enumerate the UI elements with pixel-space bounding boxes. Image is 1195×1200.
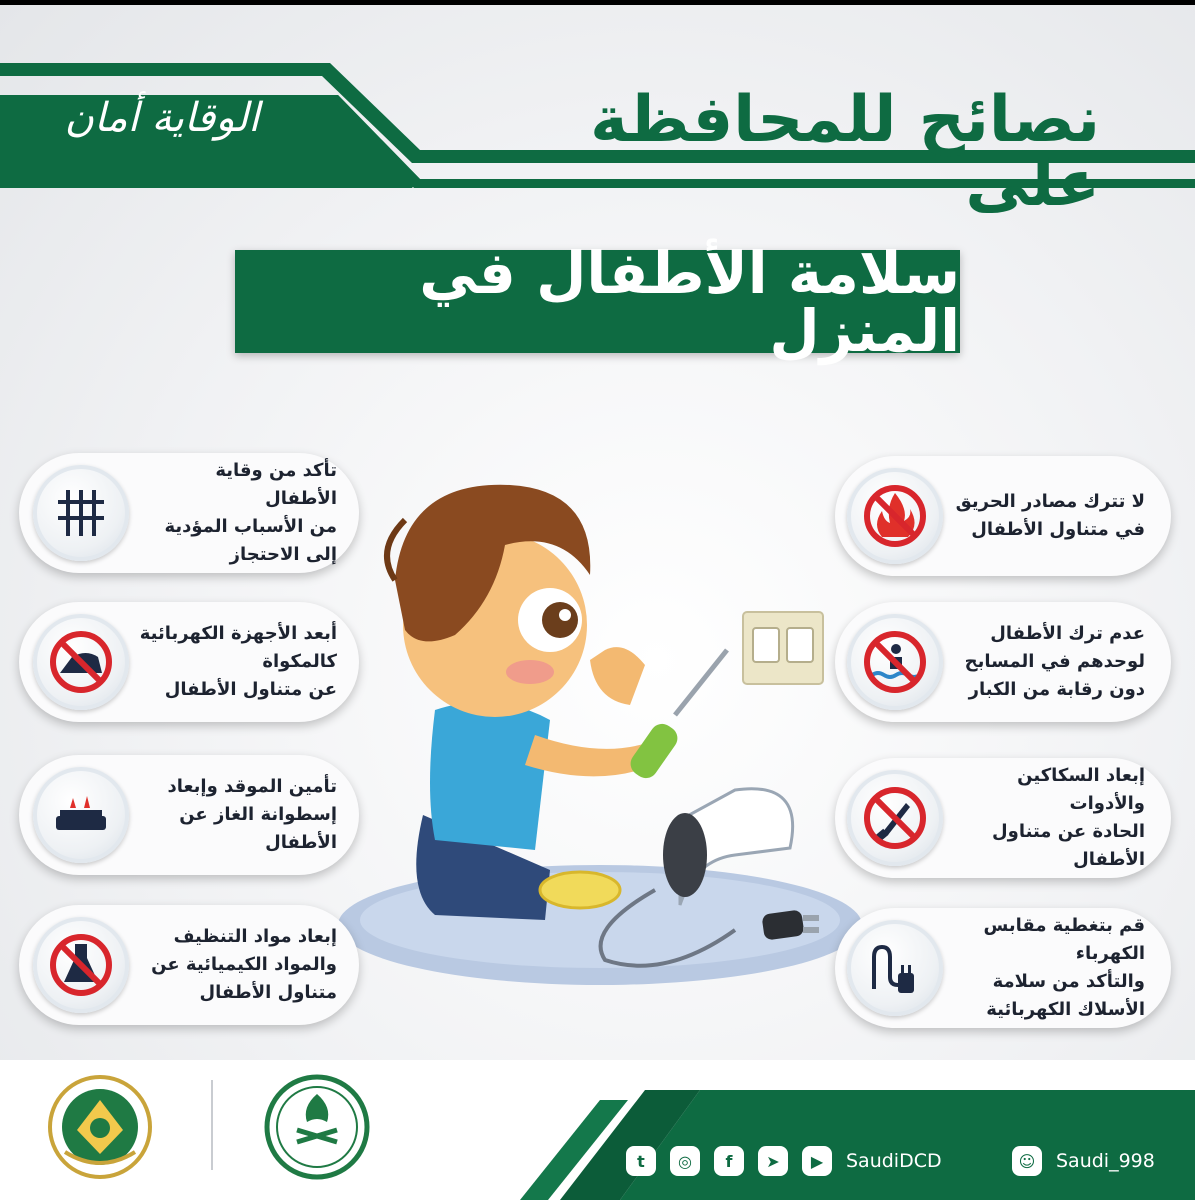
tip-text [139,602,337,722]
instagram-icon[interactable]: ◎ [670,1146,700,1176]
snapchat-icon[interactable]: ☺ [1012,1146,1042,1176]
youtube-icon[interactable]: ▶ [802,1146,832,1176]
facebook-icon[interactable]: f [714,1146,744,1176]
ministry-emblem-logo [262,1072,372,1182]
footer-band [0,1060,1195,1200]
tip-line: تأكد من وقاية الأطفال [215,460,337,510]
no-chemicals-icon [33,917,129,1013]
tip-line: قم بتغطية مقابس الكهرباء [983,915,1145,965]
tip-card-pool [835,602,1171,722]
social-handle-main[interactable]: SaudiDCD [846,1149,942,1172]
footer-divider [211,1080,213,1170]
no-iron-icon [33,614,129,710]
no-fire-icon [847,468,943,564]
tip-line: لوحدهم في المسابح [964,651,1145,673]
tip-line: عدم ترك الأطفال [990,623,1145,645]
social-links [626,1145,942,1177]
social-handle-snap[interactable]: Saudi_998 [1056,1149,1155,1172]
tip-text [139,905,337,1025]
tip-line: والتأكد من سلامة [992,971,1145,992]
tip-line: إسطوانة الغاز عن الأطفال [179,804,337,853]
tip-line: من الأسباب المؤدية [164,516,337,537]
tip-text [953,908,1145,1028]
child-illustration [335,460,865,990]
tip-text [953,456,1145,576]
no-knife-icon [847,770,943,866]
tip-text [139,453,337,573]
tip-card-entrapment [19,453,359,573]
tip-card-electric [835,908,1171,1028]
tip-line: تأمين الموقد وإبعاد [167,776,337,798]
subtitle-banner [235,238,960,365]
tip-card-iron [19,602,359,722]
tip-line: في متناول الأطفال [971,519,1145,540]
top-border [0,0,1195,5]
no-pool-icon [847,614,943,710]
tip-text [953,602,1145,722]
twitter-icon[interactable]: t [626,1146,656,1176]
page-title: نصائح للمحافظة على [590,83,1100,221]
subtitle: سلامة الأطفال في المنزل [419,238,960,365]
tip-card-fire [835,456,1171,576]
telegram-icon[interactable]: ➤ [758,1146,788,1176]
tip-line: إلى الاحتجاز [229,543,337,565]
tip-card-knives [835,758,1171,878]
tip-line: إبعاد مواد التنظيف [173,926,337,948]
tip-text [953,758,1145,878]
tip-card-stove [19,755,359,875]
tip-line: لا تترك مصادر الحريق [955,491,1145,513]
tip-line: أبعد الأجهزة الكهربائية [139,623,337,645]
tip-line: الحادة عن متناول الأطفال [992,821,1145,870]
grid-bars-icon [33,465,129,561]
tip-text [139,755,337,875]
civil-defense-logo [45,1072,155,1182]
electric-plug-icon [847,920,943,1016]
tip-line: دون رقابة من الكبار [968,678,1145,700]
snapchat-link [1012,1145,1155,1177]
gas-stove-icon [33,767,129,863]
tip-line: كالمكواة [262,651,337,673]
tip-card-chemicals [19,905,359,1025]
tip-line: عن متناول الأطفال [164,678,337,700]
tip-line: والمواد الكيميائية عن [151,954,337,976]
tip-line: إبعاد السكاكين والأدوات [1017,765,1145,815]
tip-line: متناول الأطفال [199,981,337,1003]
brand-slogan: الوقاية أمان [64,95,260,141]
tip-line: الأسلاك الكهربائية [986,998,1145,1020]
